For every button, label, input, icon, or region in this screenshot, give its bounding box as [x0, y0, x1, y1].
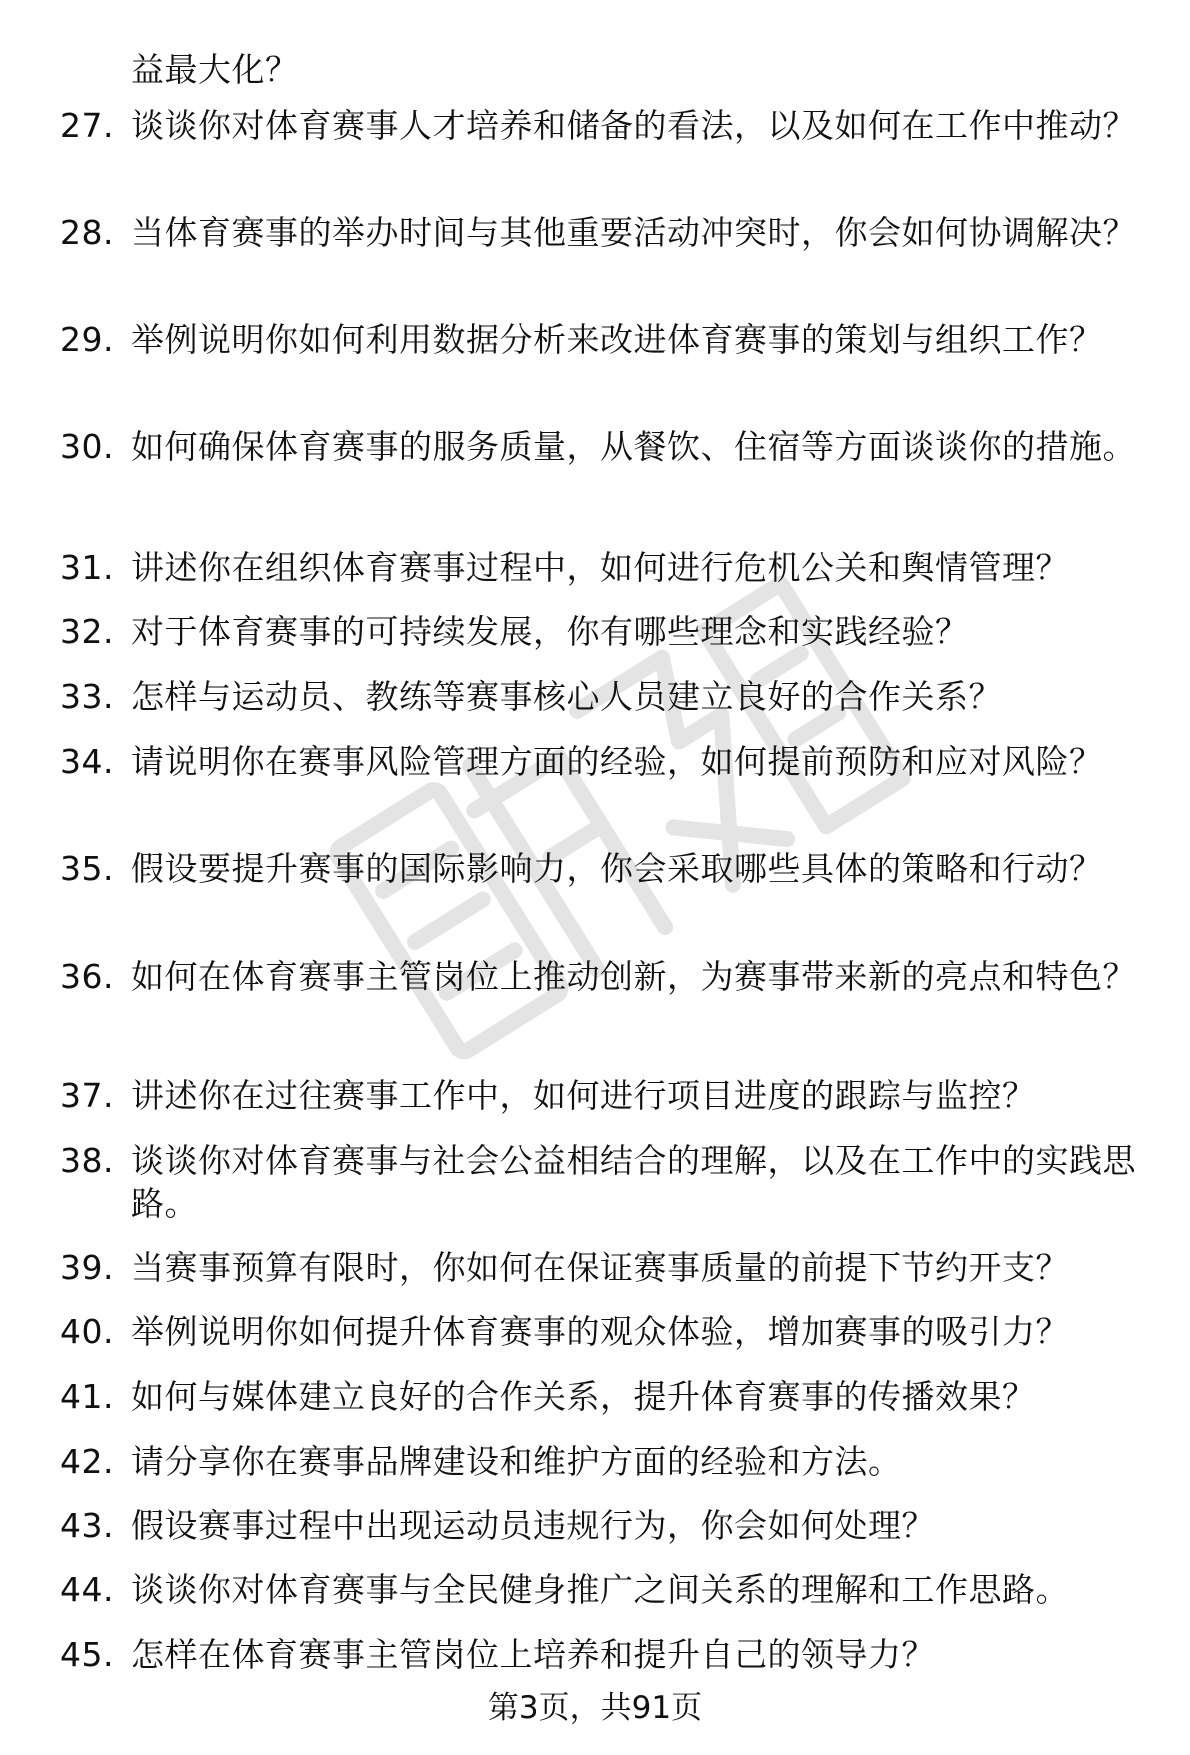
item-number: 40. — [60, 1312, 114, 1351]
item-number: 31. — [60, 548, 114, 587]
item-number: 32. — [60, 612, 114, 651]
item-number: 42. — [60, 1442, 114, 1481]
item-text: 假设要提升赛事的国际影响力，你会采取哪些具体的策略和行动？ — [131, 849, 1103, 888]
item-number: 37. — [60, 1076, 114, 1115]
item-number: 43. — [60, 1506, 114, 1545]
item-text: 怎样在体育赛事主管岗位上培养和提升自己的领导力？ — [131, 1635, 935, 1674]
item-text: 举例说明你如何提升体育赛事的观众体验，增加赛事的吸引力？ — [131, 1312, 1069, 1351]
item-number: 34. — [60, 742, 114, 781]
item-text: 当体育赛事的举办时间与其他重要活动冲突时，你会如何协调解决？ — [131, 213, 1136, 252]
item-number: 30. — [60, 427, 114, 466]
item-text: 谈谈你对体育赛事与社会公益相结合的理解，以及在工作中的实践思路。 — [131, 1141, 1136, 1223]
item-number: 38. — [60, 1141, 114, 1180]
item-number: 27. — [60, 106, 114, 145]
item-number: 45. — [60, 1635, 114, 1674]
item-number: 29. — [60, 320, 114, 359]
item-text: 举例说明你如何利用数据分析来改进体育赛事的策划与组织工作？ — [131, 320, 1103, 359]
item-text: 当赛事预算有限时，你如何在保证赛事质量的前提下节约开支？ — [131, 1248, 1069, 1287]
item-text: 如何确保体育赛事的服务质量，从餐饮、住宿等方面谈谈你的措施。 — [131, 427, 1136, 466]
item-text: 谈谈你对体育赛事人才培养和储备的看法，以及如何在工作中推动？ — [131, 106, 1136, 145]
item-text: 如何与媒体建立良好的合作关系，提升体育赛事的传播效果？ — [131, 1377, 1036, 1416]
item-number: 28. — [60, 213, 114, 252]
item-text: 讲述你在组织体育赛事过程中，如何进行危机公关和舆情管理？ — [131, 548, 1069, 587]
item-number: 41. — [60, 1377, 114, 1416]
item-text: 请说明你在赛事风险管理方面的经验，如何提前预防和应对风险？ — [131, 742, 1103, 781]
item-text: 怎样与运动员、教练等赛事核心人员建立良好的合作关系？ — [131, 677, 1002, 716]
item-number: 33. — [60, 677, 114, 716]
item-text: 如何在体育赛事主管岗位上推动创新，为赛事带来新的亮点和特色？ — [131, 957, 1136, 996]
item-number: 36. — [60, 957, 114, 996]
item-text: 谈谈你对体育赛事与全民健身推广之间关系的理解和工作思路。 — [131, 1570, 1069, 1609]
item-text: 请分享你在赛事品牌建设和维护方面的经验和方法。 — [131, 1442, 902, 1481]
item-text: 假设赛事过程中出现运动员违规行为，你会如何处理？ — [131, 1506, 935, 1545]
item-number: 35. — [60, 849, 114, 888]
item-text: 益最大化？ — [131, 50, 299, 89]
item-text: 讲述你在过往赛事工作中，如何进行项目进度的跟踪与监控？ — [131, 1076, 1036, 1115]
item-number: 39. — [60, 1248, 114, 1287]
item-number: 44. — [60, 1570, 114, 1609]
page-number-footer: 第3页，共91页 — [487, 1690, 703, 1726]
item-text: 对于体育赛事的可持续发展，你有哪些理念和实践经验？ — [131, 612, 969, 651]
